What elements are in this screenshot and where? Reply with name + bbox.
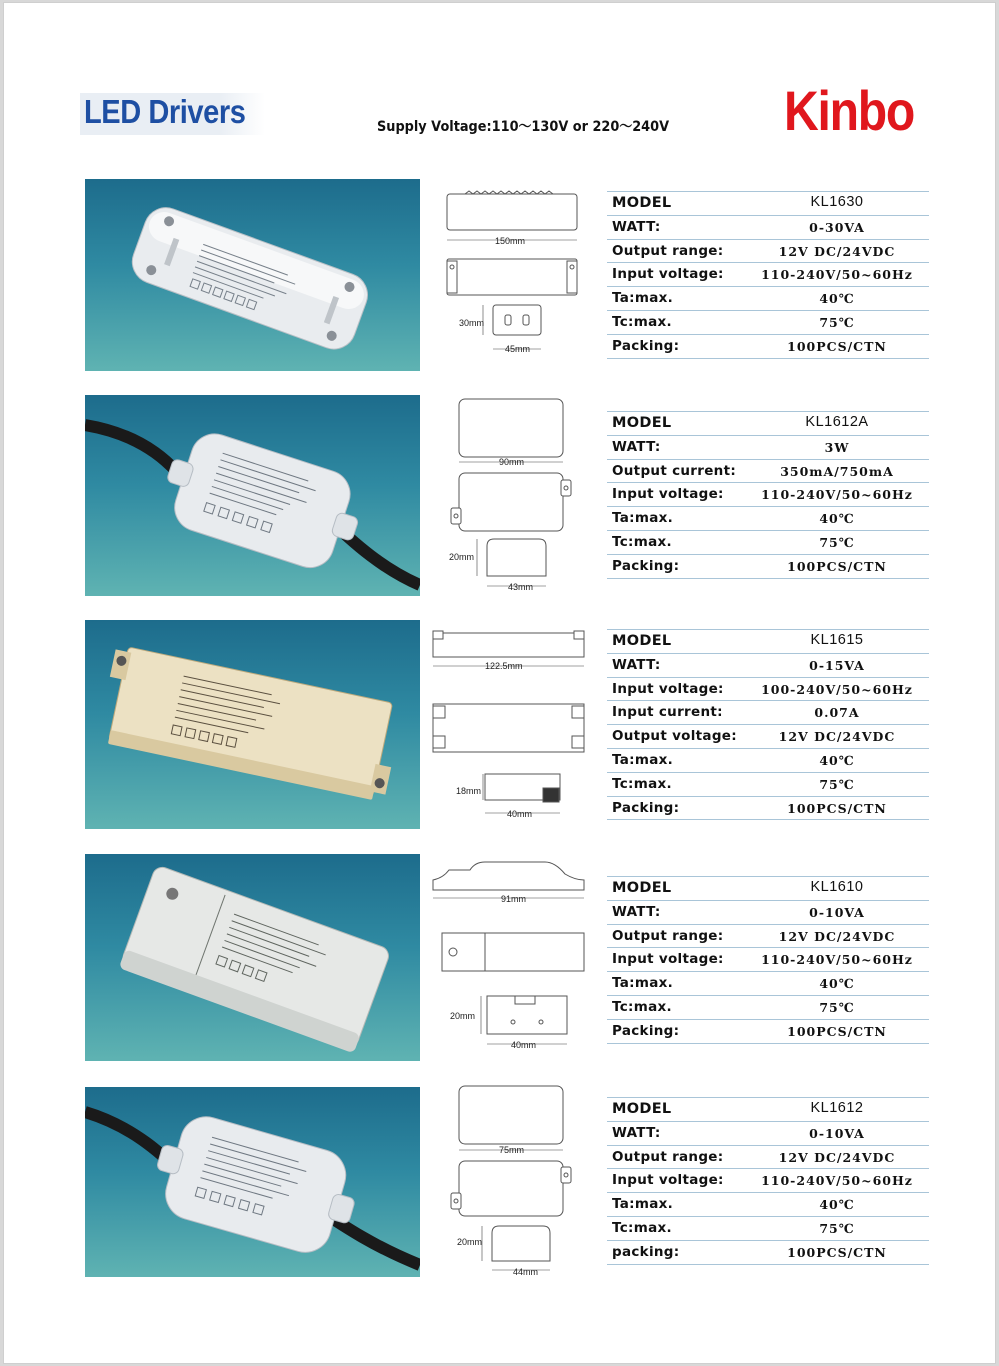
spec-label: Packing: (612, 337, 680, 354)
spec-row (607, 287, 929, 311)
spec-value: 75℃ (819, 1220, 855, 1236)
spec-row (607, 411, 929, 436)
spec-label: Input voltage: (612, 1172, 724, 1189)
spec-label: Packing: (612, 1022, 680, 1039)
spec-value: 0-10VA (809, 1125, 865, 1141)
dim-length: 91mm (501, 894, 527, 904)
spec-row (607, 1146, 929, 1170)
dimension-drawings (425, 396, 595, 596)
spec-label: WATT: (612, 1124, 661, 1141)
spec-row (607, 701, 929, 725)
spec-label: Input voltage: (612, 266, 724, 283)
spec-row (607, 972, 929, 996)
spec-label: MODEL (612, 1101, 672, 1117)
spec-value: 100PCS/CTN (787, 1244, 887, 1260)
spec-value: 12V DC/24VDC (778, 1149, 896, 1165)
spec-value: 40℃ (819, 1197, 855, 1213)
spec-value: 110-240V/50~60Hz (761, 1173, 913, 1189)
spec-row (607, 436, 929, 460)
spec-label: Output range: (612, 242, 724, 259)
dim-width: 40mm (511, 1040, 537, 1050)
spec-value: 75℃ (819, 999, 855, 1015)
spec-label: Input voltage: (612, 680, 724, 697)
spec-value: KL1630 (810, 194, 864, 210)
spec-table (607, 191, 929, 359)
spec-label: Input current: (612, 704, 723, 721)
spec-value: 40℃ (819, 511, 855, 527)
spec-row (607, 191, 929, 216)
spec-label: Tc:max. (612, 775, 672, 792)
dim-length: 90mm (499, 457, 525, 467)
spec-value: 100PCS/CTN (787, 558, 887, 574)
dim-width: 43mm (508, 582, 534, 592)
spec-row (607, 507, 929, 531)
dimension-drawings (425, 628, 595, 823)
spec-row (607, 678, 929, 702)
spec-value: 0.07A (814, 705, 860, 721)
spec-label: Output voltage: (612, 728, 737, 745)
spec-label: Packing: (612, 799, 680, 816)
spec-label: Tc:max. (612, 313, 672, 330)
dim-height: 20mm (457, 1237, 483, 1247)
spec-label: Input voltage: (612, 951, 724, 968)
spec-value: 100PCS/CTN (787, 800, 887, 816)
spec-table (607, 411, 929, 579)
spec-row (607, 1122, 929, 1146)
spec-value: KL1615 (810, 632, 864, 648)
spec-table (607, 1097, 929, 1265)
spec-label: Output range: (612, 927, 724, 944)
spec-label: MODEL (612, 633, 672, 649)
supply-voltage: Supply Voltage:110～130V or 220～240V (377, 119, 670, 135)
spec-row (607, 1217, 929, 1241)
spec-row (607, 311, 929, 335)
spec-value: 12V DC/24VDC (778, 243, 896, 259)
spec-label: Packing: (612, 557, 680, 574)
spec-row (607, 555, 929, 579)
spec-value: 110-240V/50~60Hz (761, 487, 913, 503)
dim-height: 18mm (456, 786, 482, 796)
spec-row (607, 1020, 929, 1044)
dimension-drawings (425, 189, 595, 359)
spec-row (607, 797, 929, 821)
spec-row (607, 654, 929, 678)
spec-label: Tc:max. (612, 533, 672, 550)
spec-value: KL1612A (805, 414, 869, 430)
spec-row (607, 1193, 929, 1217)
spec-label: Ta:max. (612, 751, 674, 768)
dim-height: 20mm (449, 552, 475, 562)
spec-label: Tc:max. (612, 1219, 672, 1236)
page-title: LED Drivers (84, 93, 246, 130)
spec-value: 3W (824, 439, 850, 455)
spec-table (607, 629, 929, 820)
spec-label: Ta:max. (612, 510, 674, 527)
spec-label: Ta:max. (612, 975, 674, 992)
dim-width: 40mm (507, 809, 533, 819)
dim-width: 45mm (505, 344, 531, 354)
dim-length: 122.5mm (485, 661, 523, 671)
dimension-drawings (425, 862, 595, 1054)
spec-row (607, 749, 929, 773)
page-title-box (80, 93, 265, 135)
spec-label: MODEL (612, 195, 672, 211)
spec-row (607, 876, 929, 901)
spec-row (607, 1169, 929, 1193)
spec-row (607, 1097, 929, 1122)
spec-value: 100-240V/50~60Hz (761, 681, 913, 697)
spec-label: MODEL (612, 415, 672, 431)
spec-value: 350mA/750mA (780, 463, 894, 479)
spec-row (607, 460, 929, 484)
product-photo (85, 854, 420, 1061)
spec-row (607, 483, 929, 507)
spec-row (607, 629, 929, 654)
dim-height: 20mm (450, 1011, 476, 1021)
spec-table (607, 876, 929, 1044)
spec-row (607, 773, 929, 797)
spec-label: Tc:max. (612, 998, 672, 1015)
spec-value: 75℃ (819, 776, 855, 792)
dimension-drawings (425, 1083, 595, 1283)
spec-value: 12V DC/24VDC (778, 729, 896, 745)
spec-value: 0-10VA (809, 904, 865, 920)
spec-value: 100PCS/CTN (787, 1023, 887, 1039)
spec-label: WATT: (612, 903, 661, 920)
spec-label: WATT: (612, 438, 661, 455)
spec-value: KL1612 (810, 1100, 864, 1116)
dim-length: 150mm (495, 236, 526, 246)
spec-row (607, 948, 929, 972)
dim-width: 44mm (513, 1267, 539, 1277)
spec-row (607, 240, 929, 264)
spec-value: 75℃ (819, 314, 855, 330)
product-photo (85, 179, 420, 371)
brand-logo: Kinbo (784, 79, 914, 142)
spec-value: 0-30VA (809, 219, 865, 235)
spec-value: KL1610 (810, 879, 864, 895)
spec-value: 75℃ (819, 534, 855, 550)
product-photo (85, 620, 420, 829)
spec-row (607, 901, 929, 925)
spec-label: Ta:max. (612, 290, 674, 307)
spec-label: MODEL (612, 880, 672, 896)
dim-height: 30mm (459, 318, 485, 328)
product-photo (85, 395, 420, 596)
spec-value: 40℃ (819, 976, 855, 992)
spec-value: 12V DC/24VDC (778, 928, 896, 944)
spec-row (607, 996, 929, 1020)
spec-row (607, 1241, 929, 1265)
spec-value: 40℃ (819, 752, 855, 768)
spec-value: 100PCS/CTN (787, 338, 887, 354)
spec-label: Input voltage: (612, 486, 724, 503)
spec-value: 0-15VA (809, 657, 865, 673)
spec-label: Ta:max. (612, 1196, 674, 1213)
spec-label: WATT: (612, 656, 661, 673)
spec-row (607, 725, 929, 749)
spec-row (607, 216, 929, 240)
dim-length: 75mm (499, 1145, 525, 1155)
spec-value: 110-240V/50~60Hz (761, 267, 913, 283)
spec-label: Output range: (612, 1148, 724, 1165)
spec-row (607, 531, 929, 555)
spec-row (607, 925, 929, 949)
spec-value: 110-240V/50~60Hz (761, 952, 913, 968)
spec-label: packing: (612, 1243, 680, 1260)
product-photo (85, 1087, 420, 1277)
spec-value: 40℃ (819, 291, 855, 307)
spec-label: WATT: (612, 218, 661, 235)
spec-row (607, 335, 929, 359)
spec-row (607, 263, 929, 287)
spec-label: Output current: (612, 462, 737, 479)
